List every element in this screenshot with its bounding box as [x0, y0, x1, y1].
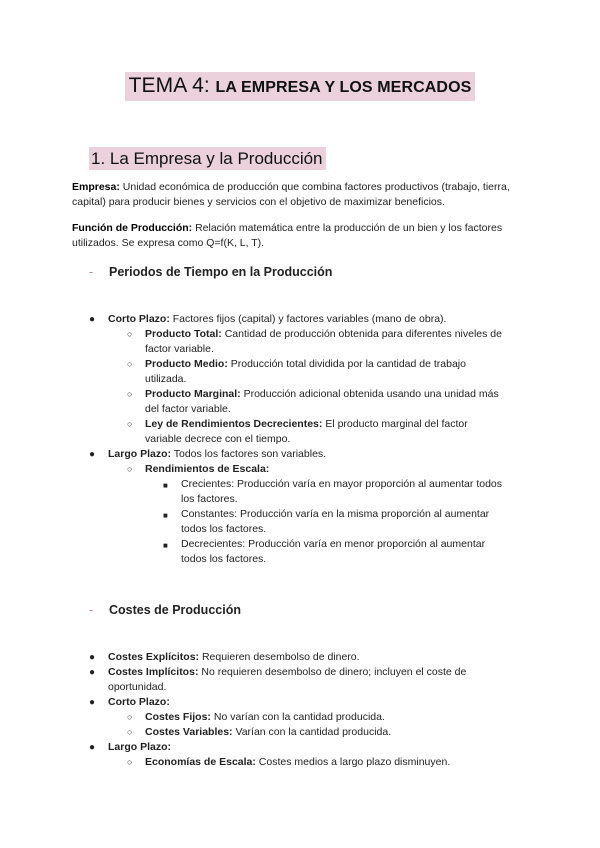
definition-producto-marginal: Producción adicional obtenida usando una unidad más del factor variable. [145, 388, 499, 415]
list-item-rendimientos-escala [0, 462, 505, 477]
definition-producto-total: Cantidad de producción obtenida para diferentes niveles de factor variable. [145, 328, 502, 355]
text-constantes: Constantes: Producción varía en la misma proporción al aumentar todos los factores. [181, 508, 490, 535]
definition-largo-plazo: Todos los factores son variables. [171, 448, 327, 460]
subheading-costes-text: Costes de Producción [109, 603, 241, 617]
bullet-circle: ○ [127, 329, 133, 339]
bullet-disc: ● [89, 667, 96, 678]
definition-economias-escala: Costes medios a largo plazo disminuyen. [255, 756, 451, 768]
list-periodos [0, 312, 600, 567]
bullet-disc: ● [89, 697, 96, 708]
bullet-disc: ● [89, 742, 96, 753]
dash-marker: - [89, 265, 94, 279]
definition-costes-variables: Varían con la cantidad producida. [232, 726, 392, 738]
term-costes-explicitos: Costes Explícitos: [108, 651, 200, 663]
list-item-producto-marginal [0, 387, 505, 417]
term-producto-medio: Producto Medio: [145, 358, 228, 370]
term-funcion-produccion: Función de Producción: [72, 222, 193, 234]
list-item-corto-plazo-costes [0, 695, 508, 710]
list-costes [0, 650, 600, 770]
bullet-circle: ○ [127, 389, 133, 399]
term-costes-fijos: Costes Fijos: [145, 711, 211, 723]
term-costes-implicitos: Costes Implícitos: [108, 666, 199, 678]
bullet-disc: ● [89, 449, 96, 460]
term-largo-plazo: Largo Plazo: [108, 448, 172, 460]
list-item-constantes [0, 507, 511, 537]
section-heading-text: 1. La Empresa y la Producción [89, 147, 326, 170]
subheading-periodos [89, 264, 332, 281]
bullet-square: ■ [163, 511, 168, 520]
list-item-costes-explicitos [0, 650, 508, 665]
bullet-circle: ○ [127, 419, 133, 429]
page-title [0, 72, 600, 101]
definition-producto-medio: Producción total dividida por la cantidad de trabajo utilizada. [145, 358, 466, 385]
term-corto-plazo: Corto Plazo: [108, 313, 170, 325]
list-item-costes-fijos [0, 710, 505, 725]
bullet-square: ■ [163, 541, 168, 550]
definition-funcion-produccion: Relación matemática entre la producción de un bien y los factores utilizados. Se expresa como Q=f(K, L, T). [72, 222, 503, 249]
list-item-corto-plazo [0, 312, 508, 327]
text-decrecientes: Decrecientes: Producción varía en menor proporción al aumentar todos los factores. [181, 538, 486, 565]
text-crecientes: Crecientes: Producción varía en mayor proporción al aumentar todos los factores. [181, 478, 502, 505]
term-ley-rendimientos: Ley de Rendimientos Decrecientes: [145, 418, 323, 430]
list-item-costes-implicitos [0, 665, 508, 695]
list-item-largo-plazo-costes [0, 740, 508, 755]
section-heading-empresa [89, 147, 326, 170]
term-producto-total: Producto Total: [145, 328, 222, 340]
term-producto-marginal: Producto Marginal: [145, 388, 241, 400]
bullet-disc: ● [89, 314, 96, 325]
bullet-circle: ○ [127, 757, 133, 767]
term-largo-plazo-costes: Largo Plazo: [108, 741, 172, 753]
definition-costes-implicitos: No requieren desembolso de dinero; incluyen el coste de oportunidad. [108, 666, 467, 693]
term-economias-escala: Economías de Escala: [145, 756, 256, 768]
list-item-crecientes [0, 477, 511, 507]
title-text: LA EMPRESA Y LOS MERCADOS [215, 79, 472, 96]
list-item-producto-total [0, 327, 505, 357]
bullet-circle: ○ [127, 464, 133, 474]
dash-marker: - [89, 603, 94, 617]
title-highlight [125, 72, 476, 101]
definition-corto-plazo: Factores fijos (capital) y factores variables (mano de obra). [169, 313, 447, 325]
list-item-ley-rendimientos [0, 417, 505, 447]
subheading-periodos-text: Periodos de Tiempo en la Producción [109, 265, 333, 279]
term-rendimientos-escala: Rendimientos de Escala: [145, 463, 270, 475]
list-item-decrecientes [0, 537, 511, 567]
bullet-circle: ○ [127, 727, 133, 737]
bullet-circle: ○ [127, 712, 133, 722]
bullet-disc: ● [89, 652, 96, 663]
definition-costes-fijos: No varían con la cantidad producida. [210, 711, 385, 723]
term-empresa: Empresa: [72, 181, 120, 193]
bullet-circle: ○ [127, 359, 133, 369]
list-item-costes-variables [0, 725, 505, 740]
term-corto-plazo-costes: Corto Plazo: [108, 696, 170, 708]
paragraph-funcion-produccion [72, 221, 532, 251]
definition-empresa: Unidad económica de producción que combina factores productivos (trabajo, tierra, capital) para producir bienes y servicios con el objetivo de maximizar beneficios. [72, 181, 510, 208]
definition-costes-explicitos: Requieren desembolso de dinero. [199, 651, 360, 663]
term-costes-variables: Costes Variables: [145, 726, 233, 738]
list-item-producto-medio [0, 357, 505, 387]
bullet-square: ■ [163, 481, 168, 490]
paragraph-empresa [72, 180, 532, 210]
subheading-costes [89, 602, 241, 619]
list-item-economias-escala [0, 755, 505, 770]
title-tema: TEMA 4: [128, 74, 210, 97]
list-item-largo-plazo [0, 447, 508, 462]
definition-ley-rendimientos: El producto marginal del factor variable decrece con el tiempo. [145, 418, 468, 445]
